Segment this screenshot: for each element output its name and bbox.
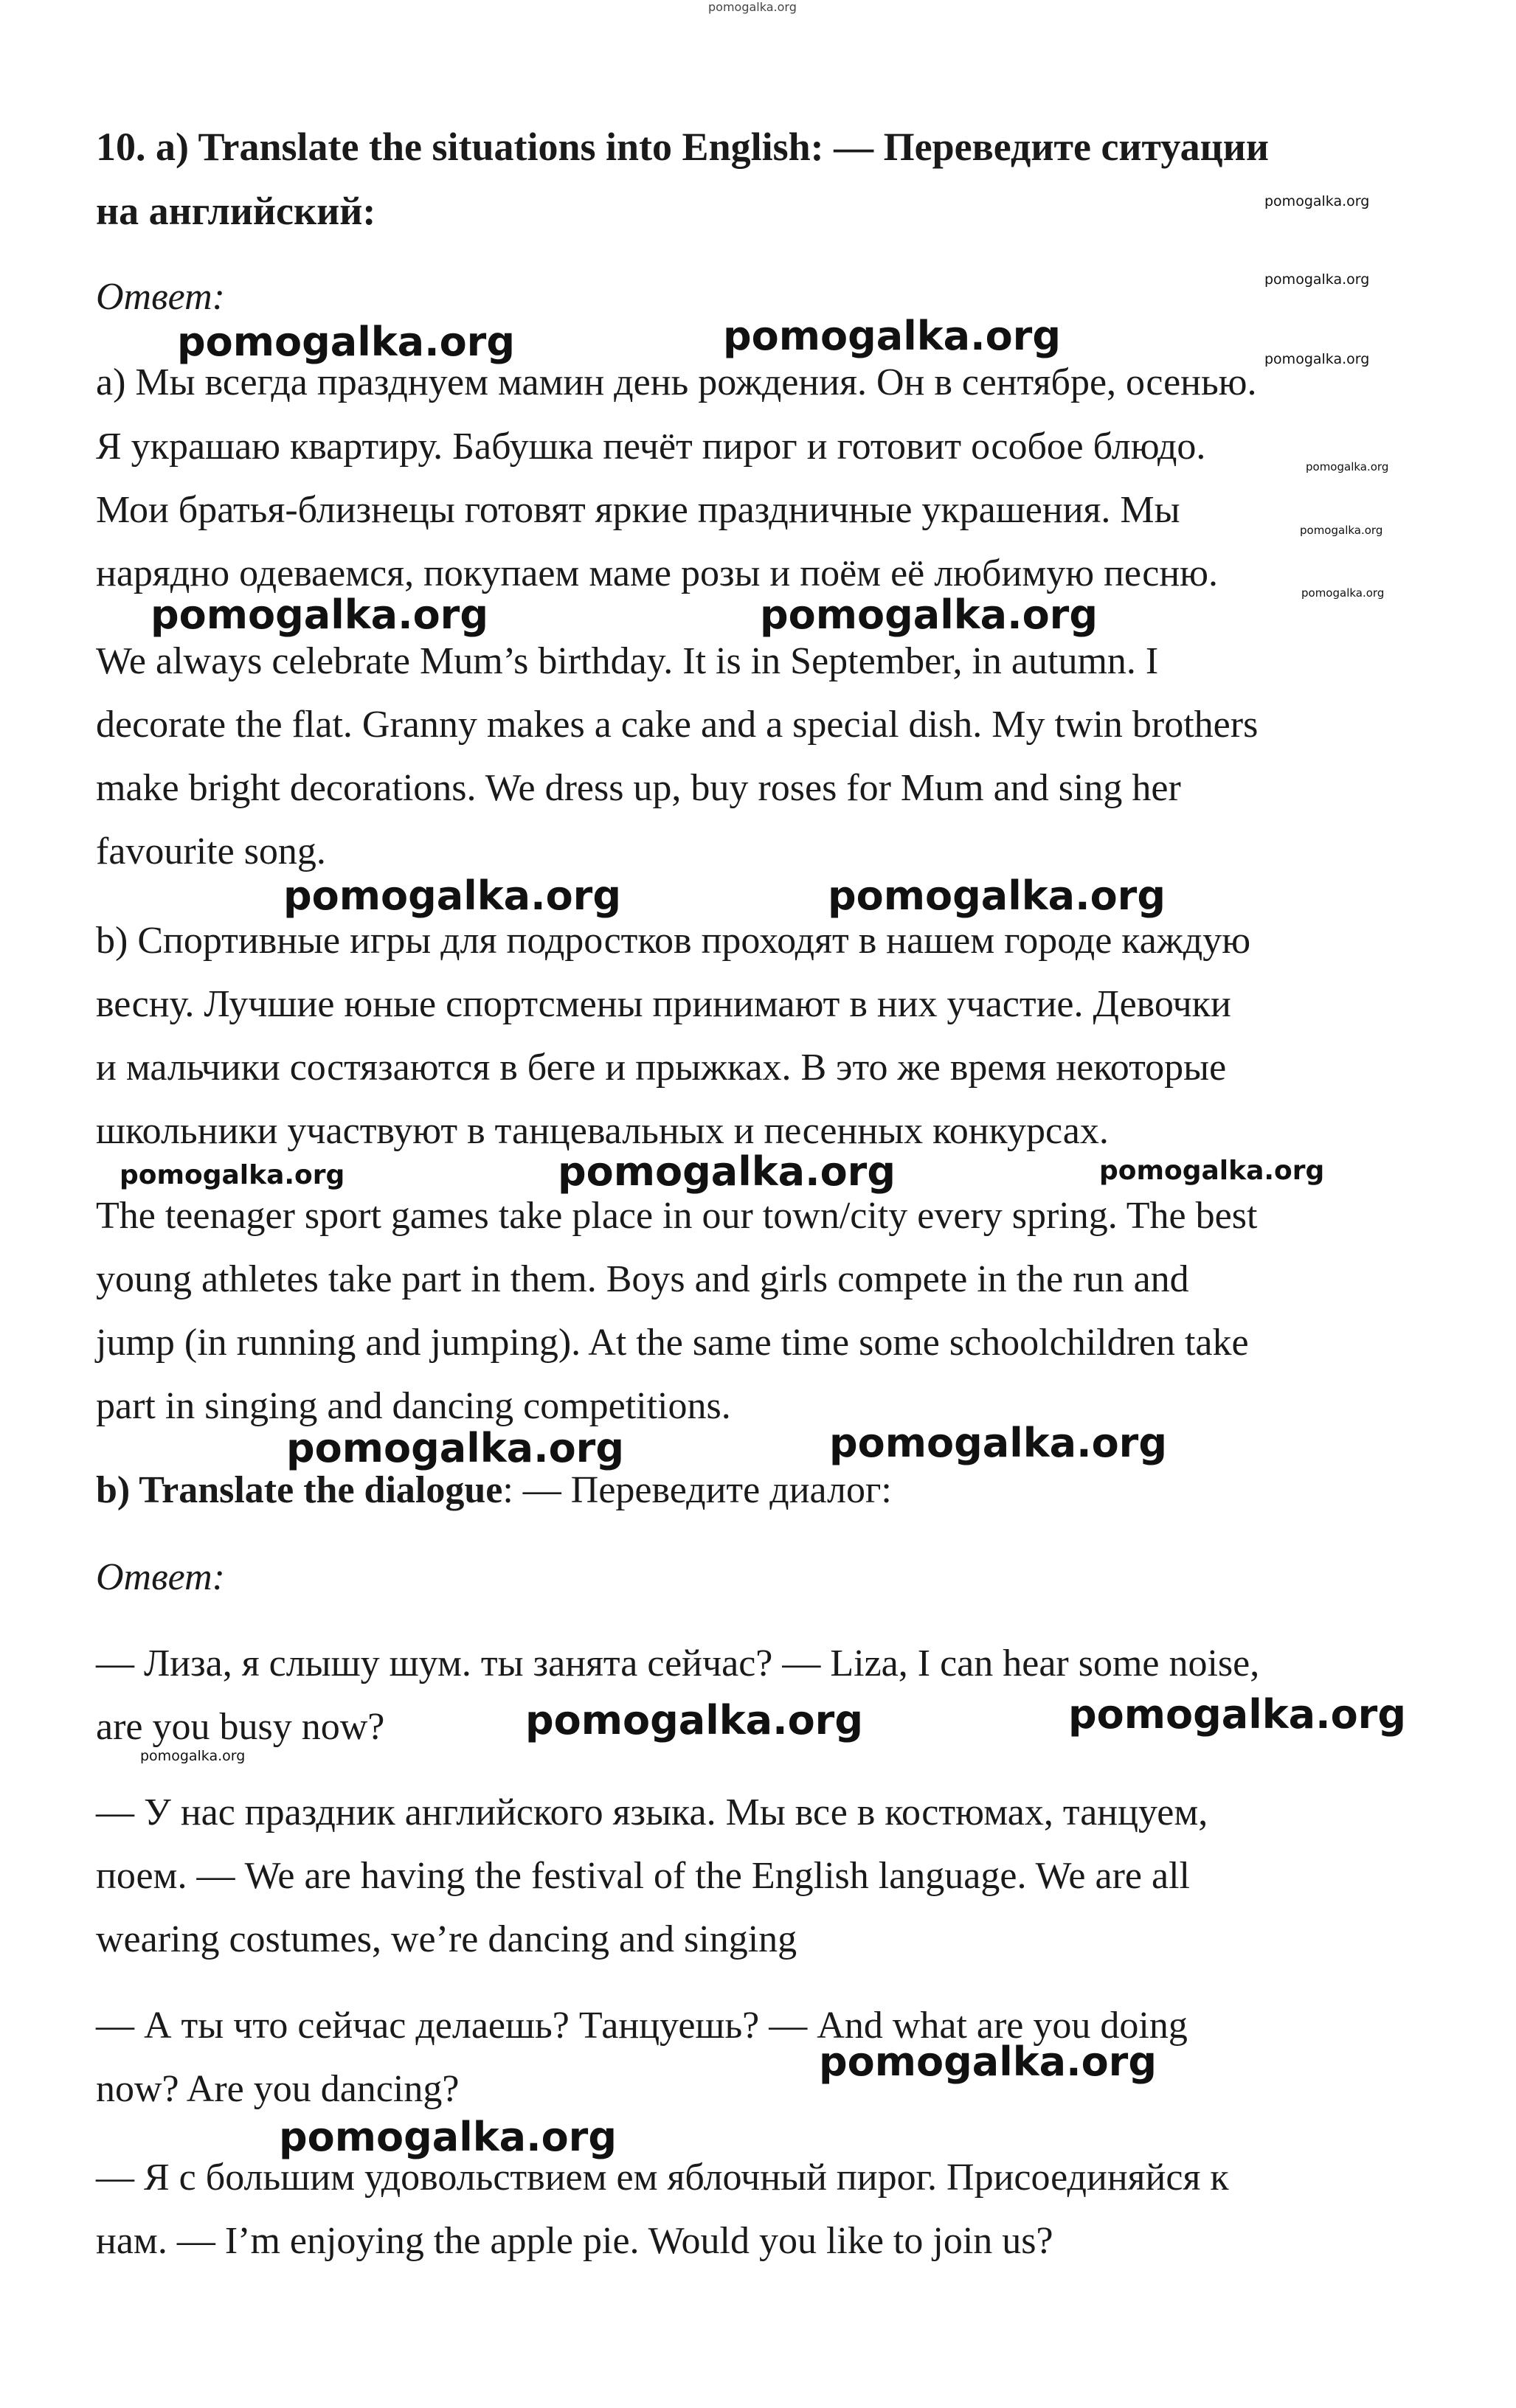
- watermark: pomogalka.org: [1301, 586, 1385, 600]
- dialogue-line: wearing costumes, we’re dancing and singing: [96, 1918, 797, 1960]
- watermark: pomogalka.org: [1264, 271, 1370, 288]
- situation-b-ru-line: весну. Лучшие юные спортсмены принимают в них участие. Девочки: [96, 983, 1231, 1025]
- watermark: pomogalka.org: [1264, 193, 1370, 209]
- task-b-heading: [96, 1468, 892, 1513]
- task-a-heading-line-2: на английский:: [96, 189, 376, 233]
- situation-a-ru-line: а) Мы всегда празднуем мамин день рождения. Он в сентябре, осенью.: [96, 361, 1257, 403]
- dialogue-line: — А ты что сейчас делаешь? Танцуешь? — And what are you doing: [96, 2005, 1188, 2047]
- watermark: pomogalka.org: [525, 1697, 863, 1743]
- watermark: pomogalka.org: [723, 313, 1061, 359]
- watermark: pomogalka.org: [828, 872, 1166, 919]
- watermark: pomogalka.org: [829, 1420, 1167, 1466]
- watermark: pomogalka.org: [286, 1425, 624, 1471]
- dialogue-line: now? Are you dancing?: [96, 2068, 460, 2110]
- situation-b-ru-line: и мальчики состязаются в беге и прыжках. В это же время некоторые: [96, 1047, 1227, 1089]
- watermark: pomogalka.org: [177, 319, 515, 365]
- watermark: pomogalka.org: [1264, 351, 1370, 367]
- dialogue-line: поем. — We are having the festival of the English language. We are all: [96, 1855, 1190, 1897]
- dialogue-line: нам. — I’m enjoying the apple pie. Would you like to join us?: [96, 2220, 1053, 2262]
- task-a-heading-line-1: 10. a) Translate the situations into English: — Переведите ситуации: [96, 125, 1269, 169]
- situation-a-en-line: favourite song.: [96, 830, 326, 872]
- situation-a-ru-line: нарядно одеваемся, покупаем маме розы и поём её любимую песню.: [96, 552, 1219, 594]
- watermark: pomogalka.org: [1300, 524, 1383, 537]
- watermark: pomogalka.org: [140, 1748, 246, 1764]
- watermark: pomogalka.org: [279, 2114, 617, 2160]
- situation-a-en-line: decorate the flat. Granny makes a cake and a special dish. My twin brothers: [96, 704, 1259, 746]
- situation-b-ru-line: школьники участвуют в танцевальных и песенных конкурсах.: [96, 1110, 1109, 1152]
- situation-a-ru-line: Мои братья-близнецы готовят яркие праздничные украшения. Мы: [96, 489, 1180, 531]
- watermark: pomogalka.org: [283, 872, 621, 919]
- watermark: pomogalka.org: [150, 591, 488, 638]
- situation-b-ru-line: b) Спортивные игры для подростков проходят в нашем городе каждую: [96, 920, 1251, 962]
- watermark: pomogalka.org: [558, 1148, 896, 1195]
- situation-b-en-line: young athletes take part in them. Boys and girls compete in the run and: [96, 1258, 1189, 1300]
- task-b-heading-bold: b) Translate the dialogue: [96, 1469, 503, 1511]
- top-watermark: pomogalka.org: [708, 0, 797, 14]
- situation-b-en-line: jump (in running and jumping). At the same time some schoolchildren take: [96, 1322, 1249, 1364]
- answer-label: Ответ:: [96, 1556, 225, 1598]
- dialogue-line: — У нас праздник английского языка. Мы все в костюмах, танцуем,: [96, 1791, 1208, 1833]
- dialogue-line: — Я с большим удовольствием ем яблочный пирог. Присоединяйся к: [96, 2157, 1229, 2199]
- watermark: pomogalka.org: [760, 591, 1098, 638]
- dialogue-line: are you busy now?: [96, 1706, 385, 1748]
- task-b-heading-rest: : — Переведите диалог:: [502, 1469, 892, 1511]
- situation-a-en-line: make bright decorations. We dress up, buy roses for Mum and sing her: [96, 767, 1181, 809]
- situation-a-ru-line: Я украшаю квартиру. Бабушка печёт пирог и готовит особое блюдо.: [96, 426, 1206, 468]
- dialogue-line: — Лиза, я слышу шум. ты занята сейчас? — Liza, I can hear some noise,: [96, 1642, 1260, 1684]
- situation-b-en-line: part in singing and dancing competitions.: [96, 1385, 731, 1427]
- watermark: pomogalka.org: [1306, 460, 1389, 473]
- situation-b-en-line: The teenager sport games take place in our town/city every spring. The best: [96, 1195, 1258, 1237]
- watermark: pomogalka.org: [120, 1160, 345, 1190]
- watermark: pomogalka.org: [1099, 1156, 1325, 1186]
- watermark: pomogalka.org: [1068, 1691, 1406, 1738]
- answer-label: Ответ:: [96, 276, 225, 318]
- situation-a-en-line: We always celebrate Mum’s birthday. It is in September, in autumn. I: [96, 640, 1159, 682]
- watermark: pomogalka.org: [819, 2039, 1157, 2085]
